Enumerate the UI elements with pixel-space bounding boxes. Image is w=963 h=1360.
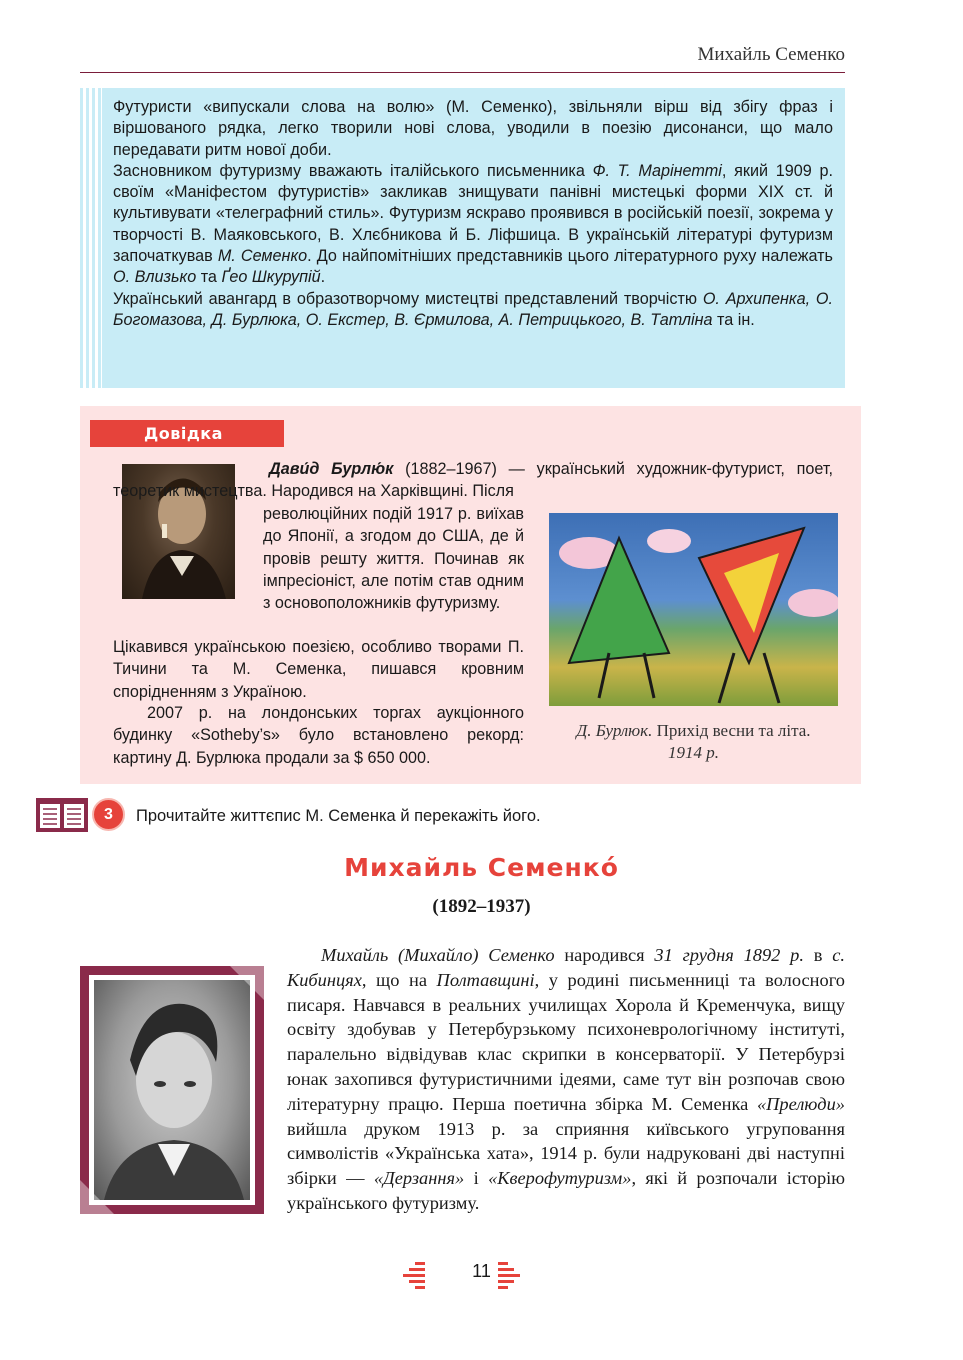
bio-title: Михайль Семенко́ [344,853,619,882]
bio-run: , що на [361,969,437,990]
text-run-italic: М. Семенко [217,247,308,266]
painting-caption [549,720,838,764]
caption-author: Д. Бурлюк. [576,721,653,740]
open-book-icon [36,798,88,832]
text-run: . [320,268,326,287]
text-run: та ін. [712,310,755,329]
bio-run-italic: с. Кибинцях [287,945,845,990]
reference-label: Довідка [90,420,284,447]
reference-para-3: 2007 р. на лондонських торгах аукціонного будинку «Sotheby’s» було встановлено рекорд: картину Д. Бурлюка продали за $ 650 000. [113,704,524,767]
text-run: та [196,268,222,287]
bio-run-italic: «Дерзання» [373,1168,465,1189]
info-paragraph-3 [113,289,833,332]
bio-run: , які й розпочали історію українського футуризму. [287,1168,846,1213]
text-run-italic: Ф. Т. Марінетті [592,161,722,180]
reference-name: Дави́д Бурлю́к [269,460,394,478]
bio-run-italic: 31 грудня 1892 р. [654,945,804,965]
text-run: (1882–1967) — український художник-футурист, поет, теоретик мистецтва. Народився на Харківщині. Після [113,460,833,501]
bio-run: в [803,945,833,965]
info-paragraph-1: Футуристи «випускали слова на волю» (М. Семенко), звільняли вірш від збігу фраз і віршованого рядка, легко творили нові слова, уводили в поезію дисонанси, що мало передавати ритм нової доби. [113,98,833,159]
info-box-stripes [80,88,102,388]
bio-run-italic: «Прелюди» [756,1093,845,1114]
text-run-italic: Ґео Шкурупій [221,268,321,287]
bio-run: вийшла друком 1913 р. за сприяння київського угруповання символістів «Українська хата», 1914 р. були надруковані дві наступні збірки — [287,1118,845,1189]
caption-title: Прихід весни та літа. [652,721,811,740]
reference-mid-text: революційних подій 1917 р. виїхав до Японії, а згодом до США, де й провів решту життя. Починав як імпресіоніст, але потім став одним з основоположників футуризму. [263,505,524,613]
bio-run: і [464,1168,489,1189]
info-paragraph-2 [113,161,833,289]
task-number-badge: 3 [92,798,125,831]
reference-line-1 [113,458,833,503]
text-run-italic: О. Влизько [113,268,197,287]
bio-text [287,943,845,1216]
text-run: , який 1909 р. своїм «Маніфестом футуристів» закликав знищувати панівні мистецькі форми XIX ст. й культивувати «телеграфний стиль». Футуризм яскраво проявився в російській поезії, зокрема у творчості В. Маяковського, В. Хлєбникова й Б. Ліфшица. В українській літературі футуризм започаткував [113,161,833,266]
bio-run-italic: Полтавщині [436,969,535,990]
caption-year: 1914 р. [668,743,719,762]
text-run: Засновником футуризму вважають італійського письменника [113,161,593,180]
header-rule [80,72,845,73]
bio-run: народився [554,945,655,965]
burliuk-painting [549,513,838,706]
bio-run-italic: «Кверофутуризм» [488,1168,632,1189]
running-title: Михайль Семенко [697,44,845,65]
text-run-italic: О. Архипенка, О. Богомазова, Д. Бурлюка, О. Екстер, В. Єрмилова, А. Петрицького, В. Татліна [113,289,833,329]
bio-run-italic: Михайль (Михайло) Семенко [321,945,555,965]
info-box-text [113,97,833,331]
bio-years: (1892–1937) [432,896,531,917]
page-number: 11 [472,1261,491,1281]
painting-art [549,513,838,706]
text-run: Український авангард в образотворчому мистецтві представлений творчістю [113,289,703,308]
frame-corner-decor [80,966,264,1214]
text-run: . До найпомітніших представників цього літературного руху належать [307,247,833,266]
page-decor-right [498,1260,522,1290]
task-text: Прочитайте життєпис М. Семенка й перекажіть його. [136,807,541,825]
bio-run: , у родині письменниці та волосного писаря. Навчався в реальних училищах Хорола й Кременчука, вищу освіту здобував у Петербурзькому психоневрологічному інституті, паралельно відвідував клас скрипки в консерваторії. У Петербурзі юнак захопився футуристичними ідеями, саме тут він розпочав свою літературну працю. Перша поетична збірка М. Семенка [287,969,845,1114]
reference-para-2: Цікавився українською поезією, особливо творами П. Тичини та М. Семенка, пишався кровним спорідненням з Україною. [113,638,524,701]
